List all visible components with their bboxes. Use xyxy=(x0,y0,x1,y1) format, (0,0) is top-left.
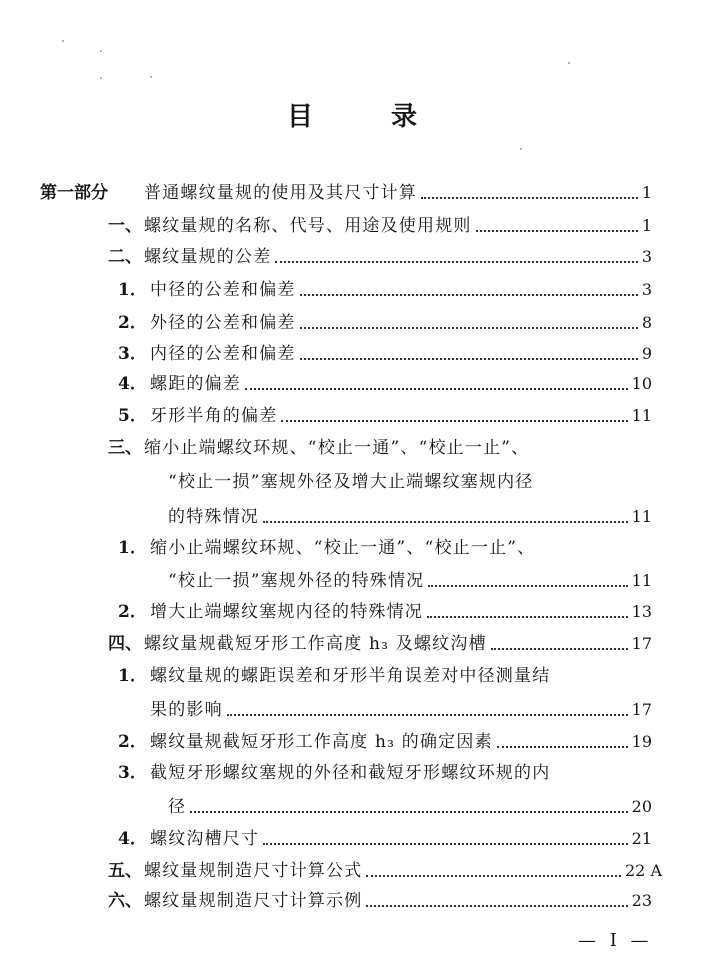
dot-leader xyxy=(263,843,627,845)
dot-leader xyxy=(281,420,627,422)
toc-entry-number: 5． xyxy=(118,406,147,426)
dot-leader xyxy=(427,616,628,618)
toc-entry-page: 3 xyxy=(641,247,652,266)
toc-entry-title: 螺纹量规制造尺寸计算公式 xyxy=(144,861,363,881)
toc-entry-number: 五、 xyxy=(108,861,142,881)
page-number-footer: — I — xyxy=(578,930,653,951)
toc-entry xyxy=(108,437,652,459)
toc-entry-title: 内径的公差和偏差 xyxy=(150,344,296,364)
toc-entry-page: 17 xyxy=(631,634,652,653)
toc-entry-title: 缩小止端螺纹环规、“校止一通”、“校止一止”、 xyxy=(144,438,530,458)
dot-leader xyxy=(428,585,627,587)
toc-entry xyxy=(108,246,652,268)
toc-entry-number: 三、 xyxy=(108,438,142,458)
toc-entry-page: 19 xyxy=(631,732,652,751)
toc-entry-page: 1 xyxy=(641,183,652,202)
title-char-right: 录 xyxy=(391,102,418,132)
toc-entry-title: 螺纹量规截短牙形工作高度 h₃ 及螺纹沟槽 xyxy=(144,634,487,654)
dot-leader xyxy=(476,230,638,232)
toc-entry xyxy=(118,279,652,301)
toc-entry-title: 螺距的偏差 xyxy=(150,374,241,394)
toc-entry xyxy=(118,405,652,427)
toc-entry-page: 9 xyxy=(641,344,652,363)
toc-entry-title: 缩小止端螺纹环规、“校止一通”、“校止一止”、 xyxy=(150,538,536,558)
scan-speck xyxy=(520,148,522,150)
toc-entry-number: 2． xyxy=(118,732,147,752)
toc-entry-page: 3 xyxy=(641,280,652,299)
toc-entry-number: 1． xyxy=(118,280,147,300)
dot-leader xyxy=(366,875,621,877)
scan-speck xyxy=(100,77,102,79)
dot-leader xyxy=(275,261,637,263)
toc-entry-number: 2． xyxy=(118,602,147,622)
scan-speck xyxy=(100,50,102,52)
toc-entry-title: 螺纹沟槽尺寸 xyxy=(150,829,260,849)
toc-entry-title-end: “校止一损”塞规外径的特殊情况 xyxy=(168,571,425,591)
toc-entry-title: 截短牙形螺纹塞规的外径和截短牙形螺纹环规的内 xyxy=(150,763,551,783)
toc-entry-title: 普通螺纹量规的使用及其尺寸计算 xyxy=(144,183,417,203)
toc-entry xyxy=(40,182,652,204)
toc-entry-number: 4． xyxy=(118,374,147,394)
toc-entry-title: 螺纹量规截短牙形工作高度 h₃ 的确定因素 xyxy=(150,732,493,752)
toc-entry-number: 六、 xyxy=(108,891,142,911)
toc-entry-page: 20 xyxy=(631,797,652,816)
toc-entry-page: 22 A xyxy=(625,861,662,880)
toc-entry-page: 23 xyxy=(631,891,652,910)
toc-entry xyxy=(118,828,652,850)
toc-entry-title: 外径的公差和偏差 xyxy=(150,313,296,333)
toc-entry xyxy=(118,343,652,365)
toc-entry-title: 中径的公差和偏差 xyxy=(150,280,296,300)
dot-leader xyxy=(497,746,628,748)
dot-leader xyxy=(300,327,638,329)
dot-leader xyxy=(300,294,638,296)
toc-entry-page: 13 xyxy=(631,602,652,621)
dot-leader xyxy=(366,905,627,907)
scan-speck xyxy=(150,76,152,78)
toc-entry-title: 增大止端螺纹塞规内径的特殊情况 xyxy=(150,602,423,622)
toc-entry xyxy=(118,731,652,753)
dot-leader xyxy=(421,197,638,199)
toc-entry-last-line xyxy=(168,796,652,818)
toc-entry-number: 四、 xyxy=(108,634,142,654)
dot-leader xyxy=(300,358,638,360)
toc-entry xyxy=(118,762,652,784)
dot-leader xyxy=(491,648,628,650)
toc-entry-continuation: “校止一损”塞规外径及增大止端螺纹塞规内径 xyxy=(168,472,534,492)
toc-entry-number: 二、 xyxy=(108,247,142,267)
toc-entry xyxy=(118,601,652,623)
toc-entry xyxy=(108,890,652,912)
toc-entry-page: 1 xyxy=(641,216,652,235)
toc-entry xyxy=(118,373,652,395)
toc-entry xyxy=(118,312,652,334)
scan-speck xyxy=(62,40,64,42)
toc-entry xyxy=(118,537,652,559)
toc-entry-title-end: 果的影响 xyxy=(150,700,223,720)
toc-entry-title: 螺纹量规制造尺寸计算示例 xyxy=(144,891,363,911)
dot-leader xyxy=(227,714,628,716)
toc-entry xyxy=(108,860,662,882)
dot-leader xyxy=(245,388,628,390)
toc-entry-page: 21 xyxy=(631,829,652,848)
toc-entry-page: 17 xyxy=(631,700,652,719)
toc-entry-number: 3． xyxy=(118,763,147,783)
toc-entry-title-end: 的特殊情况 xyxy=(168,507,259,527)
toc-entry-number: 1． xyxy=(118,538,147,558)
toc-entry-page: 11 xyxy=(631,406,652,425)
toc-entry-title: 螺纹量规的螺距误差和牙形半角误差对中径测量结 xyxy=(150,666,551,686)
toc-entry xyxy=(108,633,652,655)
dot-leader xyxy=(190,811,627,813)
toc-entry-title-end: 径 xyxy=(168,797,187,817)
toc-entry-number: 2． xyxy=(118,313,147,333)
toc-entry-last-line xyxy=(150,699,652,721)
toc-entry-title: 牙形半角的偏差 xyxy=(150,406,278,426)
toc-entry xyxy=(108,215,652,237)
toc-entry-page: 8 xyxy=(641,313,652,332)
dot-leader xyxy=(263,521,628,523)
toc-entry-last-line xyxy=(168,570,652,592)
toc-entry-number: 1． xyxy=(118,666,147,686)
toc-entry-number: 4． xyxy=(118,829,147,849)
title-char-left: 目 xyxy=(286,102,313,132)
toc-entry-number: 第一部分 xyxy=(40,183,108,203)
toc-entry-page: 11 xyxy=(631,507,652,526)
toc-entry xyxy=(118,665,652,687)
toc-entry-title: 螺纹量规的名称、代号、用途及使用规则 xyxy=(144,216,472,236)
toc-entry-title: 螺纹量规的公差 xyxy=(144,247,272,267)
scan-speck xyxy=(568,62,570,64)
page-title xyxy=(0,96,704,133)
toc-entry-number: 一、 xyxy=(108,216,142,236)
toc-entry-page: 10 xyxy=(631,374,652,393)
toc-entry-number: 3． xyxy=(118,344,147,364)
toc-entry-last-line xyxy=(168,506,652,528)
toc-entry-page: 11 xyxy=(631,571,652,590)
